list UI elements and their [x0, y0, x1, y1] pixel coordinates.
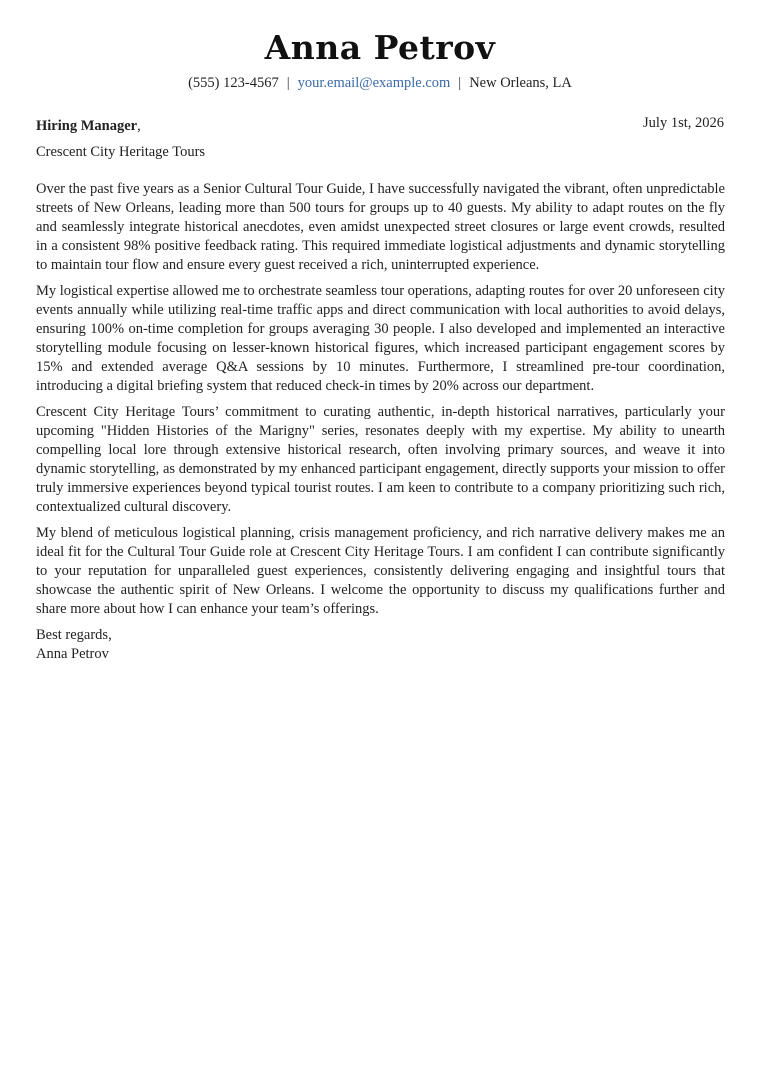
letter-date: July 1st, 2026	[643, 115, 724, 131]
body-paragraph: Over the past five years as a Senior Cultural Tour Guide, I have successfully navigated the vibrant, often unpredictable streets of New Orleans, leading more than 500 tours for groups up to 40 guests. My ability to adapt routes on the fly and seamlessly integrate historical anecdotes, even amidst unexpected street closures or large event crowds, resulted in a consistent 98% positive feedback rating. This required immediate logistical adjustments and dynamic storytelling to maintain tour flow and ensure every guest received a rich, uninterrupted experience.	[36, 181, 725, 273]
closing-salutation: Best regards,	[36, 627, 112, 643]
separator: |	[458, 75, 462, 91]
recipient-title-suffix: ,	[137, 118, 141, 134]
signature: Anna Petrov	[36, 646, 109, 662]
body-paragraph: My logistical expertise allowed me to orchestrate seamless tour operations, adapting routes for over 20 unforeseen city events annually while utilizing real-time traffic apps and direct communication with local authorities to avoid delays, ensuring 100% on-time completion for groups averaging 30 people. I also developed and implemented an interactive storytelling module focusing on lesser-known historical figures, which increased participant engagement scores by 15% and extended average Q&A sessions by 10 minutes. Furthermore, I streamlined pre-tour coordination, introducing a digital briefing system that reduced check-in times by 20% across our department.	[36, 283, 725, 394]
location: New Orleans, LA	[469, 75, 572, 91]
separator: |	[286, 75, 290, 91]
applicant-name: Anna Petrov	[264, 28, 496, 67]
body-paragraph: Crescent City Heritage Tours’ commitment to curating authentic, in-depth historical narratives, particularly your upcoming "Hidden Histories of the Marigny" series, resonates deeply with my expertise. My ability to unearth compelling local lore through extensive historical research, often involving primary sources, and weave it into dynamic storytelling, as demonstrated by my enhanced participant engagement, directly supports your mission to offer truly immersive experiences beyond typical tourist routes. I am keen to contribute to a company prioritizing such rich, contextualized cultural discovery.	[36, 404, 725, 515]
contact-line	[0, 73, 760, 93]
letter-body	[36, 180, 725, 664]
recipient-block	[36, 113, 205, 165]
recipient-title-line	[36, 113, 205, 139]
recipient-company: Crescent City Heritage Tours	[36, 144, 206, 160]
body-paragraph: My blend of meticulous logistical planning, crisis management proficiency, and rich narrative delivery makes me an ideal fit for the Cultural Tour Guide role at Crescent City Heritage Tours. I am confident I can contribute significantly to your reputation for unparalleled guest experiences, consistently delivering engaging and insightful tours that showcase the authentic spirit of New Orleans. I welcome the opportunity to discuss my qualifications further and share more about how I can enhance your team’s offerings.	[36, 525, 725, 617]
recipient-title: Hiring Manager	[36, 118, 138, 134]
closing-block	[36, 626, 725, 664]
phone-number: (555) 123-4567	[188, 75, 279, 91]
email-link[interactable]: your.email@example.com	[297, 75, 451, 91]
